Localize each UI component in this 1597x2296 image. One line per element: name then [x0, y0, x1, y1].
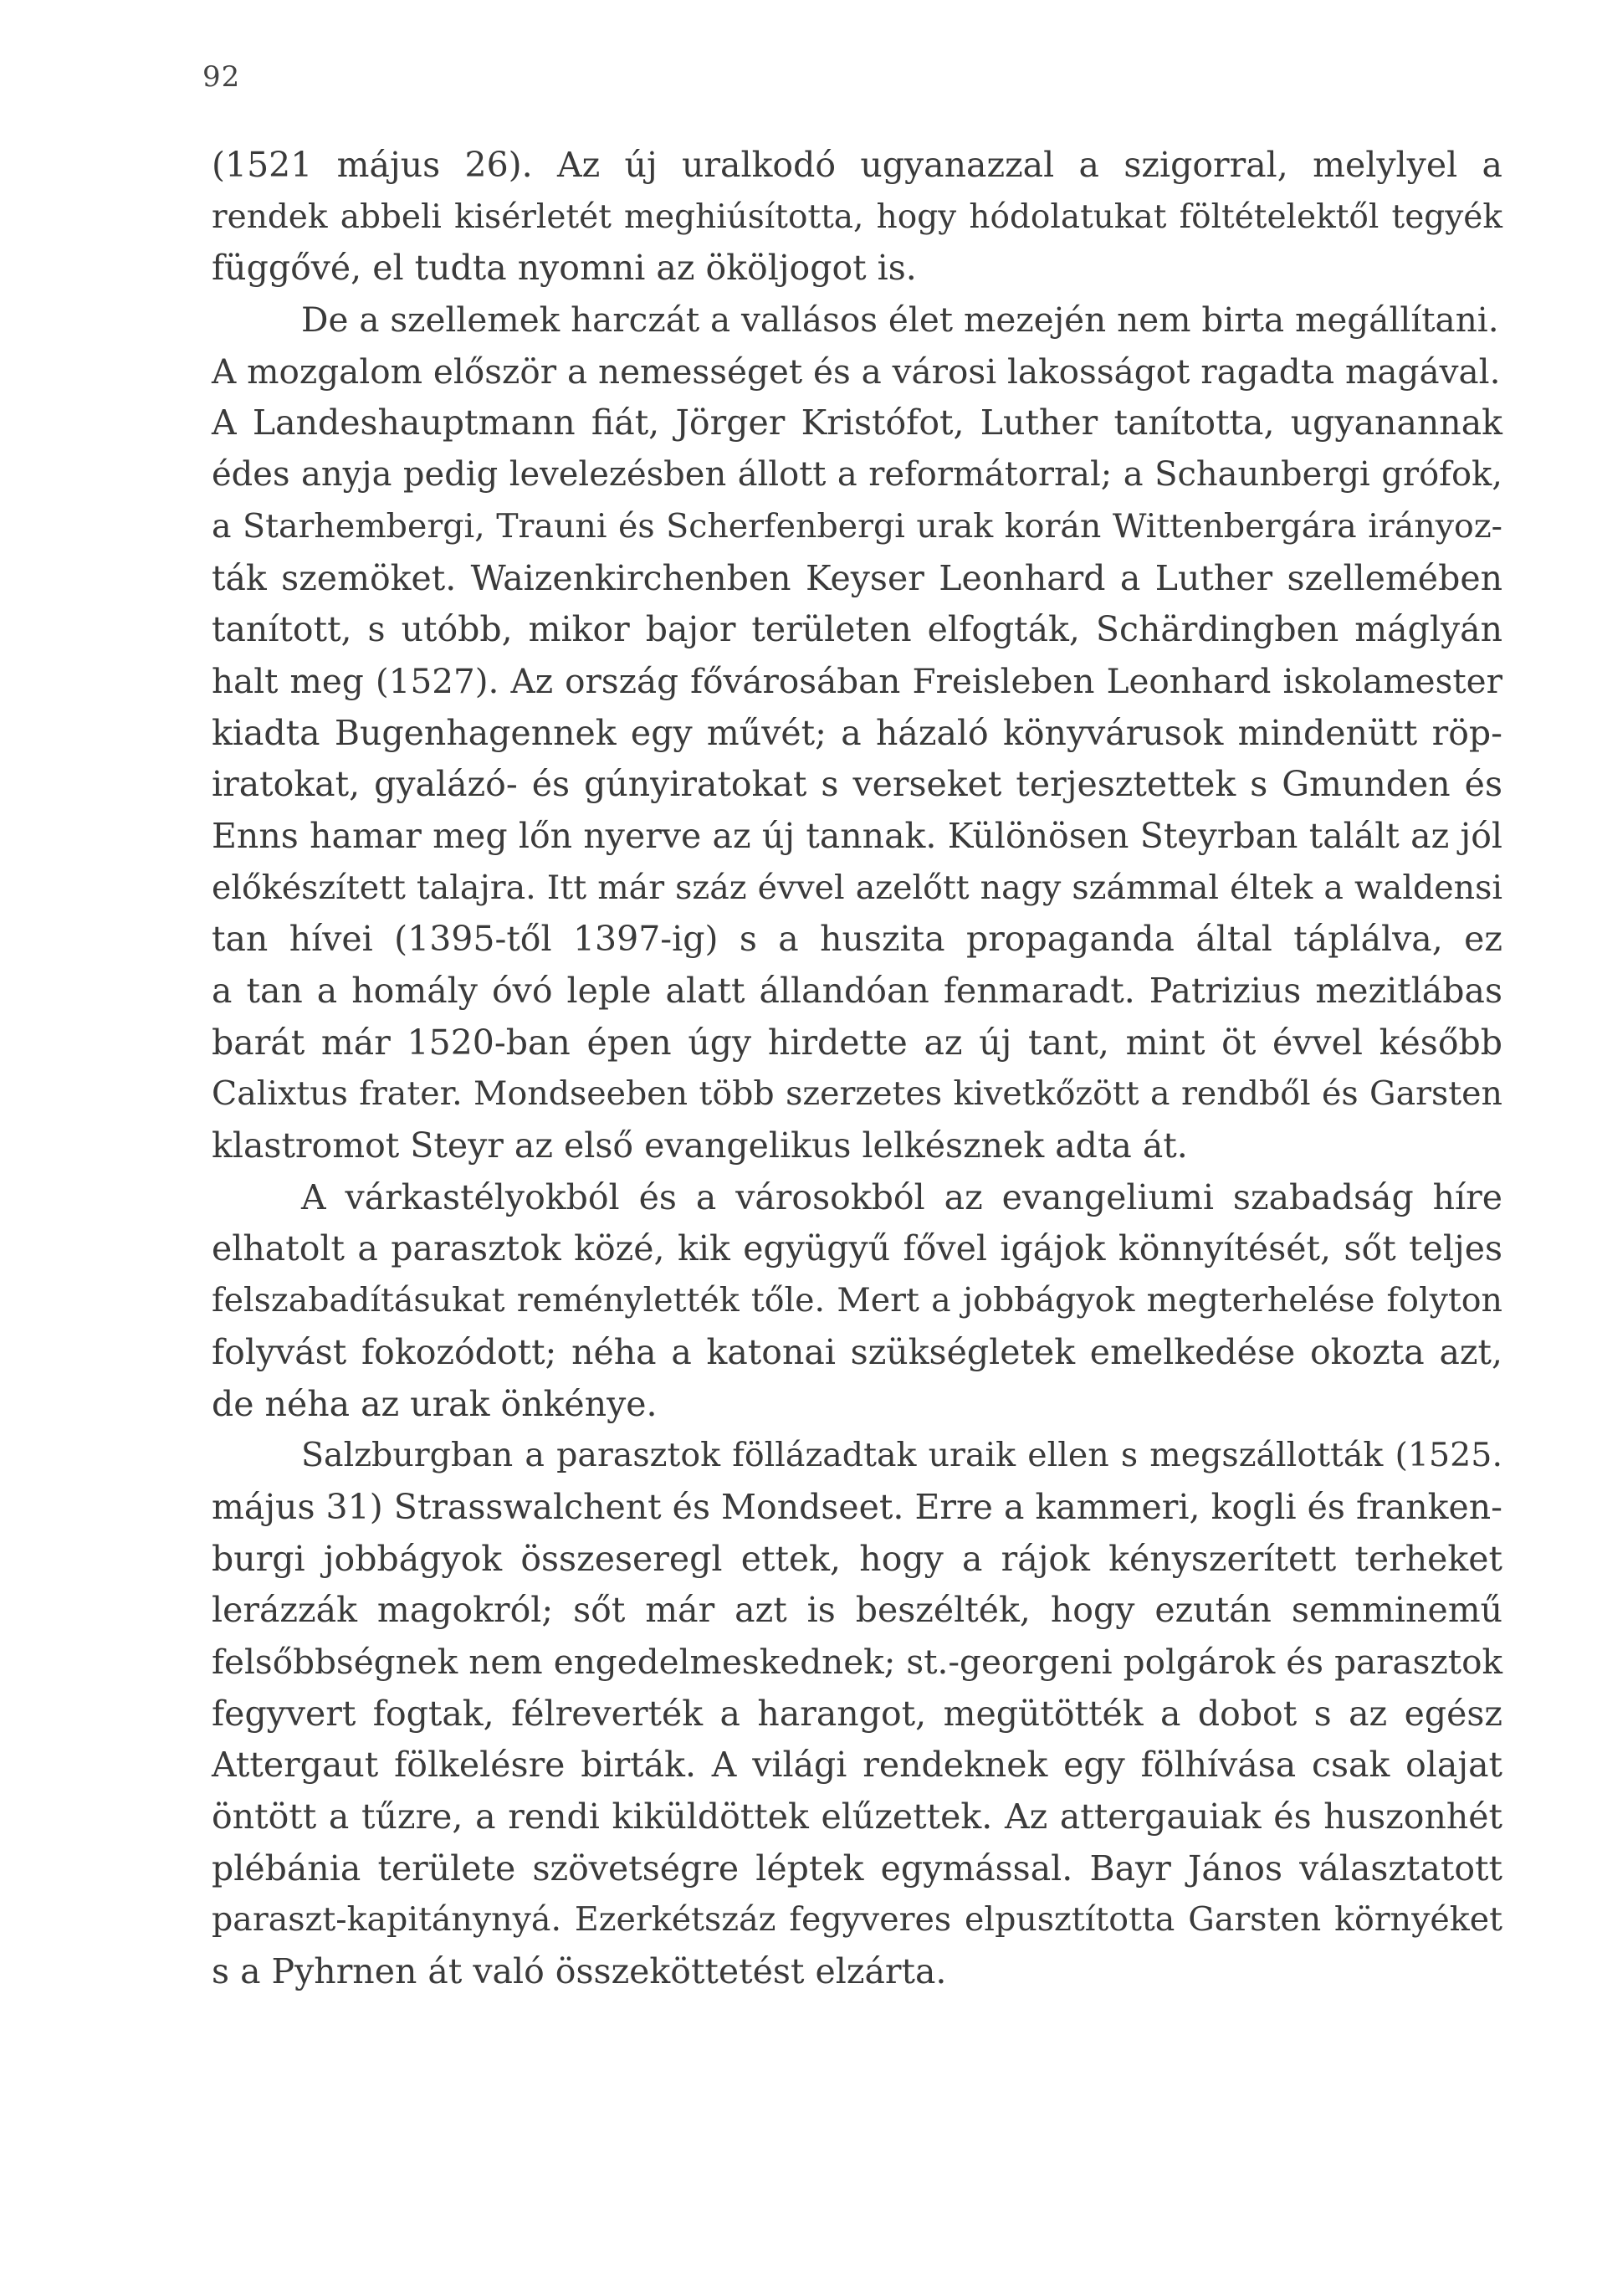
- text-line: A várkastélyokból és a városokból az evangeliumi szabadság híre: [301, 1176, 1502, 1217]
- text-line: május 31) Strasswalchent és Mondseet. Erre a kammeri, kogli és franken-: [212, 1486, 1502, 1527]
- text-line: a tan a homály óvó leple alatt állandóan fenmaradt. Patrizius mezitlábas: [212, 971, 1502, 1011]
- text-line: paraszt-kapitánynyá. Ezerkétszáz fegyveres elpusztította Garsten környéket: [212, 1900, 1502, 1940]
- text-line: Attergaut fölkelésre birták. A világi rendeknek egy fölhívása csak olajat: [212, 1745, 1502, 1786]
- text-line: burgi jobbágyok összeseregl ettek, hogy a rájok kényszerített terheket: [212, 1538, 1502, 1579]
- text-line: elhatolt a parasztok közé, kik együgyű fővel igájok könnyítését, sőt teljes: [212, 1228, 1502, 1269]
- text-line: s a Pyhrnen át való összeköttetést elzárta.: [212, 1951, 947, 1992]
- text-line: A Landeshauptmann fiát, Jörger Kristófot, Luther tanította, ugyanannak: [212, 402, 1502, 443]
- text-line: kiadta Bugenhagennek egy művét; a házaló könyvárusok mindenütt röp-: [212, 712, 1502, 753]
- body-text: [212, 140, 1502, 1998]
- text-line: felsőbbségnek nem engedelmeskednek; st.-georgeni polgárok és parasztok: [212, 1641, 1502, 1682]
- text-line: Calixtus frater. Mondseeben több szerzetes kivetkőzött a rendből és Garsten: [212, 1074, 1502, 1114]
- text-line: tan hívei (1395-től 1397-ig) s a huszita propaganda által táplálva, ez: [212, 919, 1502, 960]
- text-line: ták szemöket. Waizenkirchenben Keyser Leonhard a Luther szellemében: [212, 557, 1502, 598]
- text-line: (1521 május 26). Az új uralkodó ugyanazzal a szigorral, melylyel a: [212, 145, 1502, 185]
- text-line: A mozgalom először a nemességet és a városi lakosságot ragadta magával.: [212, 351, 1501, 392]
- text-line: előkészített talajra. Itt már száz évvel azelőtt nagy számmal éltek a waldensi: [212, 868, 1502, 907]
- text-line: klastromot Steyr az első evangelikus lelkésznek adta át.: [212, 1125, 1188, 1166]
- text-line: Salzburgban a parasztok föllázadtak uraik ellen s megszállották (1525.: [301, 1436, 1502, 1475]
- text-line: öntött a tűzre, a rendi kiküldöttek elűzettek. Az attergauiak és huszonhét: [212, 1796, 1502, 1837]
- text-line: rendek abbeli kisérletét meghiúsította, hogy hódolatukat föltételektől tegyék: [212, 197, 1502, 236]
- text-line: függővé, el tudta nyomni az ököljogot is.: [212, 248, 917, 289]
- text-line: halt meg (1527). Az ország fővárosában Freisleben Leonhard iskolamester: [212, 660, 1502, 701]
- text-line: Enns hamar meg lőn nyerve az új tannak. Különösen Steyrban talált az jól: [212, 815, 1502, 856]
- text-line: édes anyja pedig levelezésben állott a reformátorral; a Schaunbergi grófok,: [212, 455, 1502, 495]
- text-line: iratokat, gyalázó- és gúnyiratokat s verseket terjesztettek s Gmunden és: [212, 764, 1502, 805]
- page-number: 92: [202, 60, 241, 94]
- text-line: fegyvert fogtak, félreverték a harangot, megütötték a dobot s az egész: [212, 1693, 1502, 1734]
- text-line: a Starhembergi, Trauni és Scherfenbergi urak korán Wittenbergára irányoz-: [212, 506, 1502, 546]
- text-line: lerázzák magokról; sőt már azt is beszélték, hogy ezután semminemű: [212, 1590, 1502, 1631]
- text-line: folyvást fokozódott; néha a katonai szükségletek emelkedése okozta azt,: [212, 1331, 1502, 1372]
- text-line: barát már 1520-ban épen úgy hirdette az új tant, mint öt évvel később: [212, 1022, 1502, 1063]
- text-line: De a szellemek harczát a vallásos élet mezején nem birta megállítani.: [301, 300, 1499, 341]
- text-line: felszabadításukat reménylették tőle. Mert a jobbágyok megterhelése folyton: [212, 1281, 1502, 1320]
- text-line: tanított, s utóbb, mikor bajor területen elfogták, Schärdingben máglyán: [212, 609, 1502, 650]
- text-line: de néha az urak önkénye.: [212, 1383, 658, 1424]
- text-line: plébánia területe szövetségre léptek egymással. Bayr János választatott: [212, 1848, 1502, 1889]
